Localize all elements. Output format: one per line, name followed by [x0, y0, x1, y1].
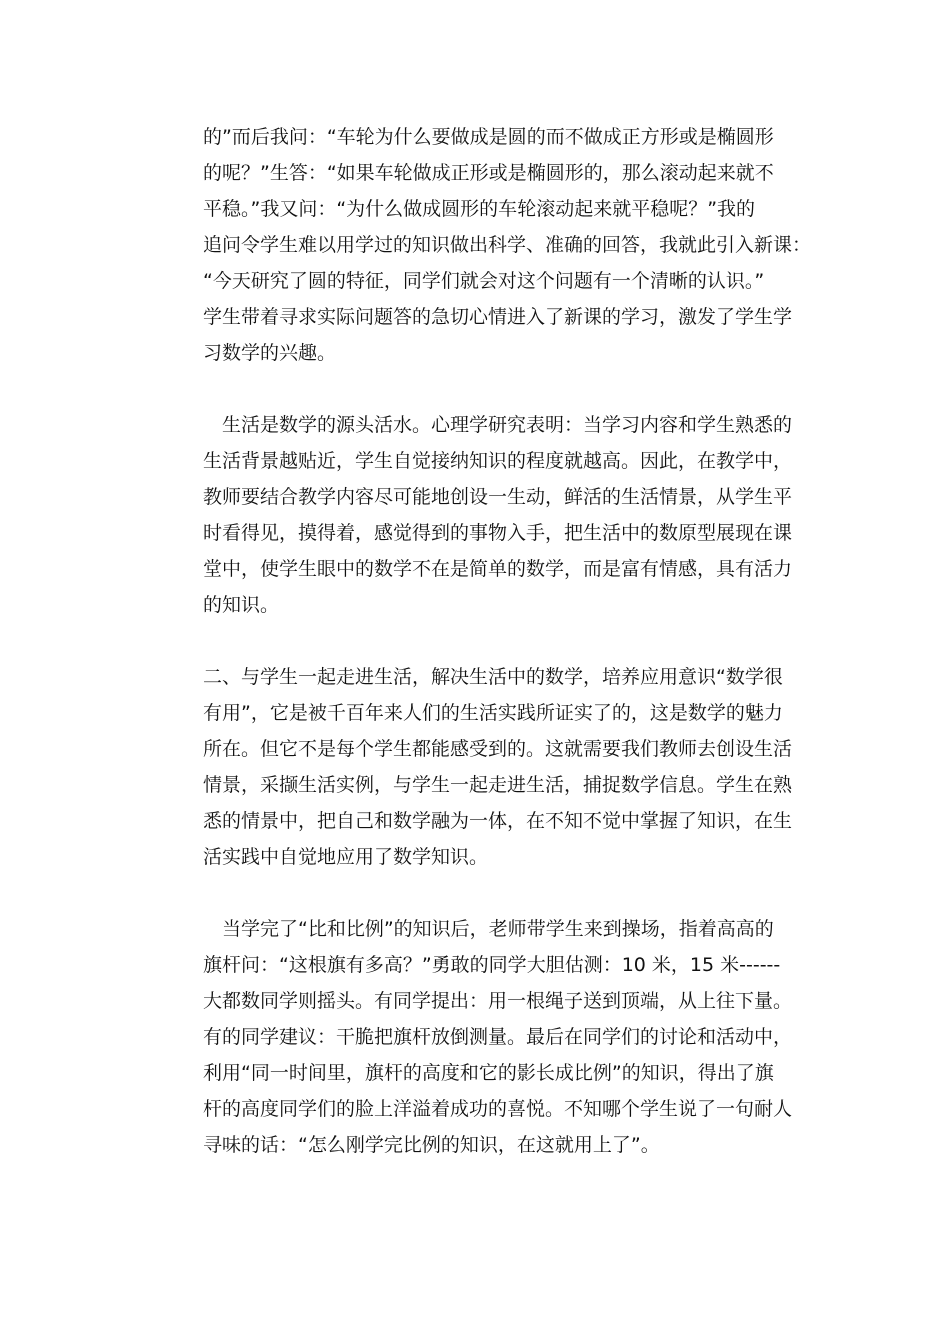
paragraph-1	[203, 119, 812, 371]
text-line: 所在。但它不是每个学生都能感受到的。这就需要我们教师去创设生活	[203, 738, 793, 760]
text-line: 的呢？”生答：“如果车轮做成正形或是椭圆形的，那么滚动起来就不	[203, 162, 774, 184]
text-line: 利用“同一时间里，旗杆的高度和它的影长成比例”的知识，得出了旗	[203, 1062, 774, 1084]
document-body	[203, 119, 812, 1163]
text-line: 的知识。	[203, 594, 280, 616]
text-line: 情景，采撷生活实例，与学生一起走进生活，捕捉数学信息。学生在熟	[203, 774, 793, 796]
text-line: 时看得见，摸得着，感觉得到的事物入手，把生活中的数原型展现在课	[203, 522, 793, 544]
paragraph-gap	[203, 623, 803, 659]
text-line: 教师要结合教学内容尽可能地创设一生动，鲜活的生活情景，从学生平	[203, 486, 793, 508]
text-line: “今天研究了圆的特征，同学们就会对这个问题有一个清晰的认识。”	[203, 270, 765, 292]
text-line: 有的同学建议：干脆把旗杆放倒测量。最后在同学们的讨论和活动中，	[203, 1026, 793, 1048]
text-line: 生活背景越贴近，学生自觉接纳知识的程度就越高。因此，在教学中，	[203, 450, 793, 472]
text-line: 平稳。”我又问：“为什么做成圆形的车轮滚动起来就平稳呢？”我的	[203, 198, 756, 220]
text-line: 当学完了“比和比例”的知识后，老师带学生来到操场，指着高高的	[203, 918, 774, 940]
text-line: 杆的高度同学们的脸上洋溢着成功的喜悦。不知哪个学生说了一句耐人	[203, 1098, 793, 1120]
text-line: 习数学的兴趣。	[203, 342, 337, 364]
text-line: 生活是数学的源头活水。心理学研究表明：当学习内容和学生熟悉的	[203, 414, 793, 436]
text-line: 学生带着寻求实际问题答的急切心情进入了新课的学习，激发了学生学	[203, 306, 793, 328]
text-line: 二、与学生一起走进生活，解决生活中的数学，培养应用意识“数学很	[203, 666, 783, 688]
text-line: 有用”，它是被千百年来人们的生活实践所证实了的，这是数学的魅力	[203, 702, 783, 724]
paragraph-gap	[203, 371, 803, 407]
paragraph-3	[203, 659, 803, 875]
paragraph-gap	[203, 875, 803, 911]
text-line: 寻味的话：“怎么刚学完比例的知识，在这就用上了”。	[203, 1134, 660, 1156]
text-line: 的”而后我问：“车轮为什么要做成是圆的而不做成正方形或是椭圆形	[203, 126, 774, 148]
text-line: 悉的情景中，把自己和数学融为一体，在不知不觉中掌握了知识，在生	[203, 810, 793, 832]
paragraph-2	[203, 407, 803, 623]
text-line: 堂中，使学生眼中的数学不在是简单的数学，而是富有情感，具有活力	[203, 558, 793, 580]
text-line: 活实践中自觉地应用了数学知识。	[203, 846, 489, 868]
text-line: 追问令学生难以用学过的知识做出科学、准确的回答，我就此引入新课：	[203, 234, 812, 256]
paragraph-4	[203, 911, 803, 1163]
text-line: 旗杆问：“这根旗有多高？”勇敢的同学大胆估测：10 米，15 米------	[203, 954, 781, 976]
text-line: 大都数同学则摇头。有同学提出：用一根绳子送到顶端，从上往下量。	[203, 990, 793, 1012]
